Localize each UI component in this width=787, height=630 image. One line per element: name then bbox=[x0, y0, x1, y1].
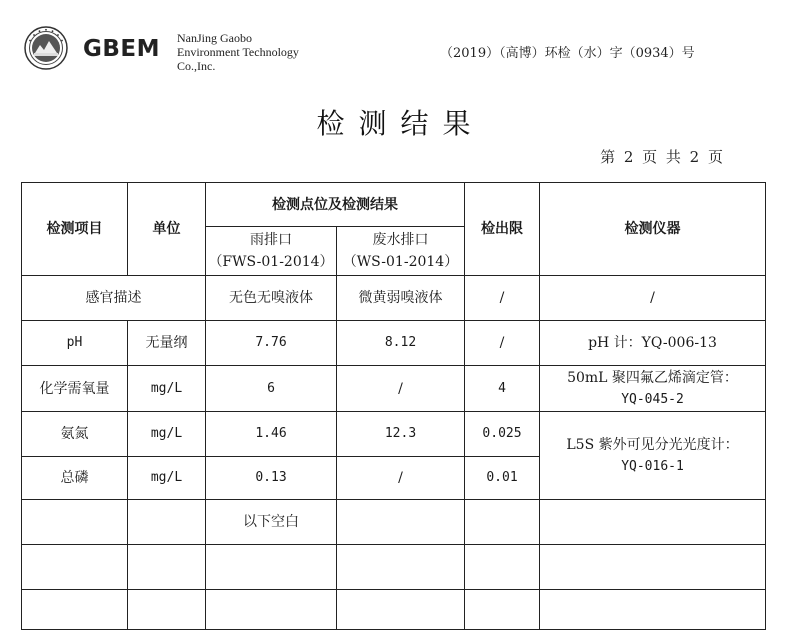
header-instrument: 检测仪器 bbox=[540, 183, 766, 276]
row-limit: / bbox=[465, 276, 540, 321]
table-row bbox=[22, 321, 766, 366]
instrument-line-1: L5S 紫外可见分光光度计： bbox=[566, 436, 739, 453]
company-name-line-1: NanJing Gaobo bbox=[177, 31, 252, 45]
row-unit: 无量纲 bbox=[128, 321, 206, 366]
row-point-2-value: 8.12 bbox=[337, 321, 465, 366]
row-point-1-value: 0.13 bbox=[206, 457, 337, 500]
row-item: pH bbox=[22, 321, 128, 366]
row-point-1-value: 1.46 bbox=[206, 412, 337, 457]
header-unit: 单位 bbox=[128, 183, 206, 276]
point-1-code: （FWS-01-2014） bbox=[208, 254, 334, 270]
company-name-line-3: Co.,Inc. bbox=[177, 59, 216, 73]
brand-logo-text: GBEM bbox=[83, 36, 161, 62]
instrument-line-2: YQ-045-2 bbox=[621, 391, 684, 407]
page-number: 第 2 页 共 2 页 bbox=[600, 148, 725, 166]
blank-note: 以下空白 bbox=[206, 500, 337, 545]
company-logo-seal bbox=[24, 26, 68, 70]
header-limit: 检出限 bbox=[465, 183, 540, 276]
row-item: 总磷 bbox=[22, 457, 128, 500]
instrument-line-1: 50mL 聚四氟乙烯滴定管： bbox=[567, 369, 738, 386]
page-title: 检测结果 bbox=[316, 107, 485, 140]
row-instrument bbox=[540, 412, 766, 500]
table-row-blank bbox=[22, 545, 766, 590]
row-point-1-value: 6 bbox=[206, 366, 337, 412]
table-row bbox=[22, 366, 766, 412]
row-point-1-value: 7.76 bbox=[206, 321, 337, 366]
row-limit: 0.025 bbox=[465, 412, 540, 457]
row-item: 化学需氧量 bbox=[22, 366, 128, 412]
point-2-code: （WS-01-2014） bbox=[342, 254, 459, 270]
company-name-line-2: Environment Technology bbox=[177, 45, 299, 59]
table-row-blank bbox=[22, 500, 766, 545]
header-points-group: 检测点位及检测结果 bbox=[206, 183, 465, 227]
row-point-2-value: 微黄弱嗅液体 bbox=[337, 276, 465, 321]
row-point-2-value: / bbox=[337, 457, 465, 500]
row-unit: mg/L bbox=[128, 366, 206, 412]
row-unit: mg/L bbox=[128, 457, 206, 500]
row-instrument: / bbox=[540, 276, 766, 321]
instrument-line-2: YQ-016-1 bbox=[621, 458, 684, 474]
row-point-1-value: 无色无嗅液体 bbox=[206, 276, 337, 321]
row-limit: / bbox=[465, 321, 540, 366]
row-item: 感官描述 bbox=[22, 276, 206, 321]
row-point-2-value: 12.3 bbox=[337, 412, 465, 457]
results-table bbox=[21, 182, 766, 630]
company-name bbox=[177, 31, 299, 73]
point-1-name: 雨排口 bbox=[250, 232, 292, 248]
row-limit: 4 bbox=[465, 366, 540, 412]
header-item: 检测项目 bbox=[22, 183, 128, 276]
header-point-1 bbox=[206, 227, 337, 276]
row-item: 氨氮 bbox=[22, 412, 128, 457]
point-2-name: 废水排口 bbox=[372, 232, 429, 248]
row-point-2-value: / bbox=[337, 366, 465, 412]
row-instrument: pH 计：YQ-006-13 bbox=[540, 321, 766, 366]
table-row bbox=[22, 412, 766, 457]
row-instrument bbox=[540, 366, 766, 412]
row-limit: 0.01 bbox=[465, 457, 540, 500]
report-number: （2019）（高博）环检（水）字（0934）号 bbox=[440, 46, 695, 61]
row-unit: mg/L bbox=[128, 412, 206, 457]
header-point-2 bbox=[337, 227, 465, 276]
table-row bbox=[22, 276, 766, 321]
table-header-row bbox=[22, 183, 766, 227]
